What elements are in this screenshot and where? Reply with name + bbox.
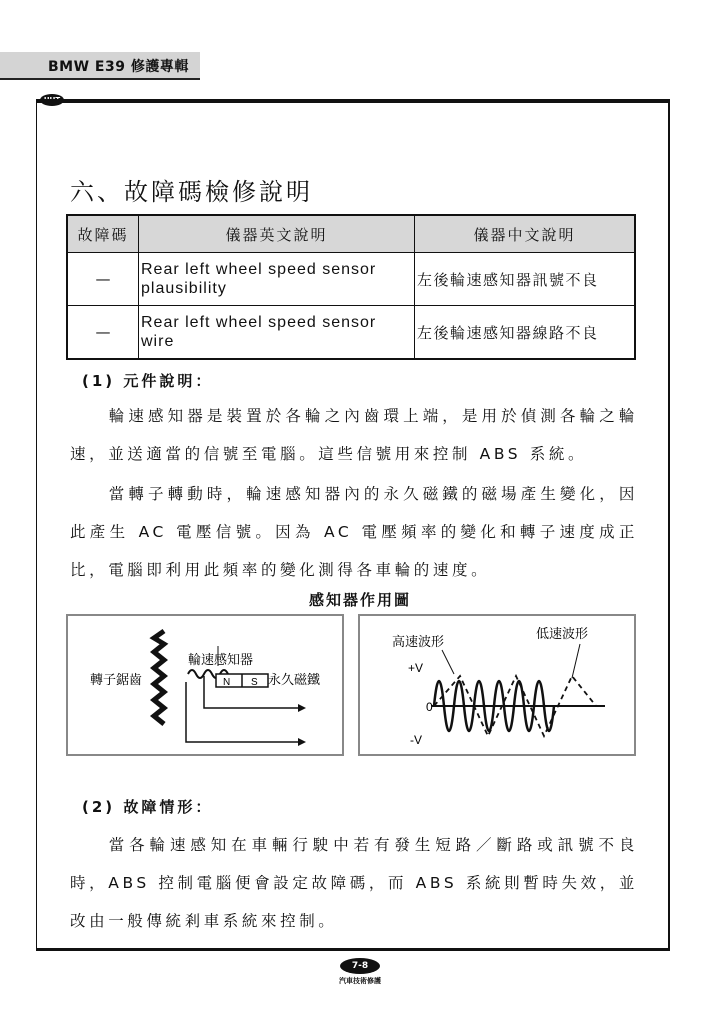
label-minus-v: -V (410, 733, 422, 747)
table-row (67, 306, 635, 360)
header-title: BMW E39 修護專輯 (48, 59, 189, 75)
label-plus-v: +V (408, 661, 424, 675)
cell-en: Rear left wheel speed sensor plausibility (139, 253, 415, 306)
fault-heading: (2) 故障情形： (82, 798, 214, 816)
label-rotor: 轉子鋸齒 (90, 673, 143, 688)
table-row (67, 253, 635, 306)
header-zh: 儀器中文說明 (415, 215, 636, 253)
fault-code-table (66, 214, 636, 360)
waveform-diagram (358, 614, 636, 756)
cell-code: — (67, 253, 139, 306)
frame-right (668, 101, 670, 949)
arrow-top (298, 704, 306, 712)
header-en: 儀器英文說明 (139, 215, 415, 253)
fault-paragraph: 當各輪速感知在車輛行駛中若有發生短路／斷路或訊號不良時，ABS 控制電腦便會設定故障碼，而 ABS 系統則暫時失效，並改由一般傳統剎車系統來控制。 (70, 836, 638, 930)
label-zero: 0 (426, 700, 433, 714)
page-number: 7-8 (340, 958, 380, 974)
header-code: 故障碼 (67, 215, 139, 253)
wire-bottom (186, 682, 298, 742)
magnet-s: S (251, 677, 258, 688)
table-header-row (67, 215, 635, 253)
section-title: 六、故障碼檢修說明 (70, 178, 313, 206)
label-sensor: 輪速感知器 (188, 653, 254, 668)
cell-en: Rear left wheel speed sensor wire (139, 306, 415, 360)
waveform-diagram-svg (360, 616, 634, 754)
label-high-speed: 高速波形 (392, 635, 445, 650)
cell-code: — (67, 306, 139, 360)
component-paragraph-2: 當轉子轉動時，輪速感知器內的永久磁鐵的磁場產生變化，因此產生 AC 電壓信號。因為 AC 電壓頻率的變化和轉子速度成正比，電腦即利用此頻率的變化測得各車輪的速度。 (70, 485, 638, 579)
label-magnet: 永久磁鐵 (268, 673, 321, 688)
bottom-rule (36, 948, 670, 951)
label-low-speed: 低速波形 (536, 627, 589, 642)
frame-left (36, 101, 37, 949)
component-heading: (1) 元件說明： (82, 372, 214, 390)
sensor-diagram (66, 614, 344, 756)
arrow-bottom (298, 738, 306, 746)
header-tab (0, 52, 200, 80)
component-paragraph-1: 輪速感知器是裝置於各輪之內齒環上端，是用於偵測各輪之輪速，並送適當的信號至電腦。這些信號用來控制 ABS 系統。 (70, 407, 638, 463)
cell-zh: 左後輪速感知器線路不良 (415, 306, 636, 360)
footer-brand: 汽車技術修護 (339, 977, 381, 985)
top-rule (36, 99, 670, 103)
rotor-teeth (154, 631, 164, 724)
magnet-n: N (223, 677, 231, 688)
figure-caption: 感知器作用圖 (308, 591, 411, 609)
cell-zh: 左後輪速感知器訊號不良 (415, 253, 636, 306)
sensor-diagram-svg (68, 616, 342, 754)
